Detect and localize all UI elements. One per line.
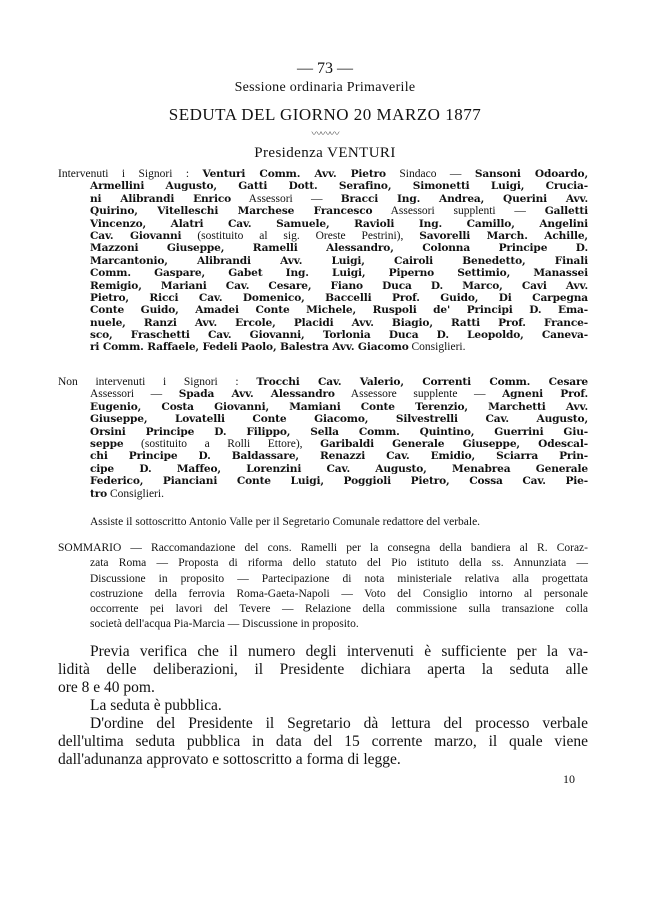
role-text: Non intervenuti i Signori : [58,376,257,388]
role-text: (sostituito al sig. Oreste Pestrini), [181,229,420,242]
text-line: ore 8 e 40 pom. [58,679,155,696]
text-line: lidità delle deliberazioni, il Presidente dichiara aperta la seduta alle [58,661,588,678]
text-line [58,329,588,341]
text-line: occorrente pei lavori del Tevere — Relazione della commissione sulla transazione colla [90,603,588,616]
member-names: Marcantonio, Alibrandi Avv. Luigi, Cairoli Benedetto, Finali [90,254,588,267]
text-line [58,475,588,487]
member-names: ni Alibrandi Enrico [90,192,232,205]
member-names: Federico, Pianciani Conte Luigi, Poggioli Pietro, Cossa Cav. Pie- [90,475,588,488]
sitting-title: SEDUTA DEL GIORNO 20 MARZO 1877 [168,105,482,124]
member-names: chi Principe D. Baldassare, Renazzi Cav. Emidio, Sciarra Prin- [90,450,588,463]
text-line: Discussione in proposito — Partecipazione di nota ministeriale relativa alla progettata [90,572,588,585]
member-names: ri Comm. Raffaele, Fedeli Paolo, Balestra Avv. Giacomo [90,341,409,354]
text-line [58,488,588,500]
text-line [58,463,588,475]
role-text: Intervenuti i Signori : [58,168,203,180]
text-line: Previa verifica che il numero degli intervenuti è sufficiente per la va- [90,643,588,660]
text-line [58,317,588,329]
member-names: Sansoni Odoardo, [474,168,588,180]
member-names: Spada Avv. Alessandro [178,388,335,401]
folio-number: 10 [563,772,575,786]
member-names: Comm. Gaspare, Gabet Ing. Luigi, Piperno Settimio, Manassei [90,267,588,280]
role-text: Sindaco — [385,168,475,180]
text-line [58,304,588,316]
text-line: dell'ultima seduta pubblica in data del 15 corrente marzo, il quale viene [58,733,588,750]
text-line: La seduta è pubblica. [90,697,222,714]
role-text: Assessore supplente — [334,388,503,401]
member-names: Bracci Ing. Andrea, Querini Avv. [340,192,588,205]
text-line: D'ordine del Presidente il Segretario dà lettura del processo verbale [90,715,588,732]
absent-members-paragraph [58,376,588,500]
text-line [58,450,588,462]
text-line [58,218,588,230]
text-line [58,230,588,242]
member-names: Conte Guido, Amadei Conte Michele, Ruspoli de' Principi D. Ema- [90,304,588,317]
secretary-note: Assiste il sottoscritto Antonio Valle per il Segretario Comunale redattore del verbale. [90,516,481,528]
text-line [58,292,588,304]
text-line [58,280,588,292]
text-line [58,376,588,388]
member-names: Giuseppe, Lovatelli Conte Giacomo, Silvestrelli Cav. Augusto, [90,413,588,426]
text-line: società dell'acqua Pia-Marcia — Discussione in proposito. [90,618,359,631]
member-names: Mazzoni Giuseppe, Ramelli Alessandro, Colonna Principe D. [90,242,588,255]
member-names: Quirino, Vitelleschi Marchese Francesco [90,205,373,218]
member-names: Agneni Prof. [502,388,588,401]
text-line: SOMMARIO — Raccomandazione del cons. Ramelli per la consegna della bandiera al R. Coraz- [58,542,588,554]
text-line: zata Roma — Proposta di riforma dello statuto del Pio istituto della ss. Annunziata — [90,557,588,570]
member-names: Venturi Comm. Avv. Pietro [202,168,386,180]
member-names: Armellini Augusto, Gatti Dott. Serafino, Simonetti Luigi, Crucia- [90,180,588,193]
member-names: Vincenzo, Alatri Cav. Samuele, Ravioli Ing. Camillo, Angelini [90,217,588,230]
text-line [58,193,588,205]
member-names: Remigio, Mariani Cav. Cesare, Fiano Duca D. Marco, Cavi Avv. [90,279,588,292]
page-number: — 73 — [297,60,353,77]
ornament-divider: 〰〰〰 [311,129,339,140]
text-line [58,438,588,450]
member-names: Garibaldi Generale Giuseppe, Odescal- [320,437,589,450]
text-line [58,205,588,217]
member-names: Savorelli March. Achille, [419,229,588,242]
minutes-body [58,643,588,769]
member-names: tro [90,487,108,500]
member-names: seppe [90,437,124,450]
session-title: Sessione ordinaria Primaverile [234,80,416,95]
role-text: (sostituito a Rolli Ettore), [123,437,321,450]
member-names: Eugenio, Costa Giovanni, Mamiani Conte Terenzio, Marchetti Avv. [90,400,588,413]
text-line [58,242,588,254]
presidency-heading: Presidenza VENTURI [254,145,396,161]
member-names: Galletti [544,205,588,218]
member-names: cipe D. Maffeo, Lorenzini Cav. Augusto, Menabrea Generale [90,462,588,475]
text-line [58,401,588,413]
text-line [58,388,588,400]
role-text: Assessori — [231,192,341,205]
text-line [58,180,588,192]
text-line: dall'adunanza approvato e sottoscritto a forma di legge. [58,751,401,768]
present-members-paragraph [58,168,588,354]
role-text: Consiglieri. [107,487,164,500]
text-line: costruzione della ferrovia Roma-Gaeta-Napoli — Voto del Consiglio intorno al personale [90,587,588,600]
member-names: Orsini Principe D. Filippo, Sella Comm. Quintino, Guerrini Giu- [90,425,588,438]
text-line [58,426,588,438]
role-text: Assessori — [90,388,179,401]
text-line [58,168,588,180]
role-text: Assessori supplenti — [372,205,545,218]
text-line [58,255,588,267]
member-names: nuele, Ranzi Avv. Ercole, Placidi Avv. Biagio, Ratti Prof. France- [90,316,588,329]
text-line [58,413,588,425]
role-text: Consiglieri. [408,341,466,354]
member-names: sco, Fraschetti Cav. Giovanni, Torlonia Duca D. Leopoldo, Caneva- [90,329,588,342]
member-names: Pietro, Ricci Cav. Domenico, Baccelli Prof. Guido, Di Carpegna [90,291,588,304]
member-names: Trocchi Cav. Valerio, Correnti Comm. Cesare [256,376,588,388]
text-line [58,267,588,279]
member-names: Cav. Giovanni [90,229,182,242]
text-line [58,341,588,353]
summary-paragraph [58,541,588,633]
